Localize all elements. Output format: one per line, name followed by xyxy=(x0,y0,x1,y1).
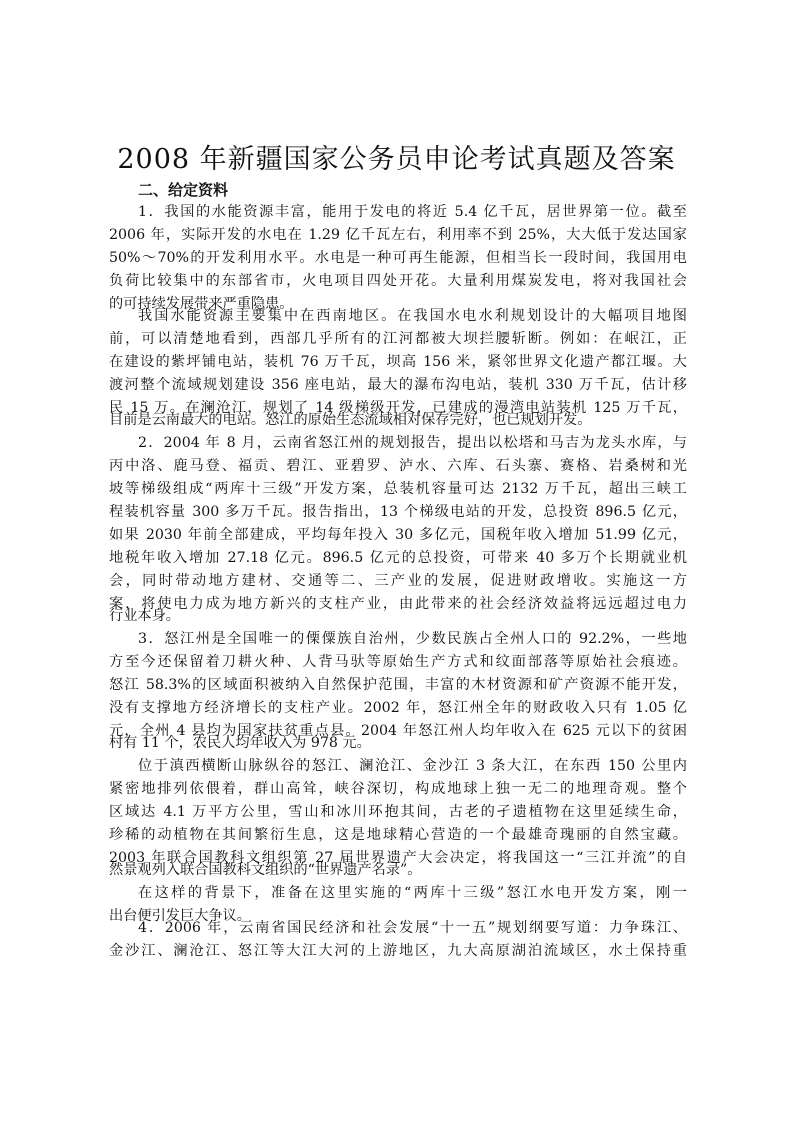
paragraph-line: 我国水能资源主要集中在西南地区。在我国水电水利规划设计的大幅项目地图 xyxy=(138,308,687,324)
paragraph-line: 地税年收入增加 27.18 亿元。896.5 亿元的总投资，可带来 40 多万个长期就业机 xyxy=(109,550,687,566)
paragraph-line: 在建设的紫坪铺电站，装机 76 万千瓦，坝高 156 米，紧邻世界文化遗产都江堰。大 xyxy=(109,354,687,370)
paragraph-line: 村有 11 个，农民人均年收入为 978 元。 xyxy=(109,735,371,751)
paragraph-line: 3．怒江州是全国唯一的傈僳族自治州，少数民族占全州人口的 92.2%，一些地 xyxy=(138,631,687,647)
paragraph-line: 怒江 58.3%的区域面积被纳入自然保护范围，丰富的木材资源和矿产资源不能开发， xyxy=(109,677,687,693)
paragraph-line: 紧密地排列依偎着，群山高耸，峡谷深切，构成地球上独一无二的地理奇观。整个 xyxy=(109,781,687,797)
paragraph-line: 出台便引发巨大争议。 xyxy=(109,908,251,924)
paragraph-line: 会，同时带动地方建材、交通等二、三产业的发展，促进财政增收。实施这一方 xyxy=(109,573,687,589)
paragraph-line: 的可持续发展带来严重隐患。 xyxy=(109,296,294,312)
paragraph-line: 1．我国的水能资源丰富，能用于发电的将近 5.4 亿千瓦，居世界第一位。截至 xyxy=(138,204,687,220)
paragraph-line: 50%～70%的开发利用水平。水电是一种可再生能源，但相当长一段时间，我国用电 xyxy=(109,250,687,266)
paragraph-line: 没有支撑地方经济增长的支柱产业。2002 年，怒江州全年的财政收入只有 1.05 亿 xyxy=(109,700,687,716)
paragraph-line: 前，可以清楚地看到，西部几乎所有的江河都被大坝拦腰斩断。例如：在岷江，正 xyxy=(109,331,687,347)
paragraph-line: 程装机容量 300 多万千瓦。报告指出，13 个梯级电站的开发，总投资 896.5 亿元， xyxy=(109,504,687,520)
paragraph-line: 民 15 万。在澜沧江，规划了 14 级梯级开发，已建成的漫湾电站装机 125 万千瓦， xyxy=(109,400,687,416)
paragraph-line: 区域达 4.1 万平方公里，雪山和冰川环抱其间，古老的孑遗植物在这里延续生命， xyxy=(109,804,687,820)
paragraph-line: 然景观列入联合国教科文组织的“世界遗产名录”。 xyxy=(109,862,422,878)
paragraph-line: 在这样的背景下，准备在这里实施的“两库十三级”怒江水电开发方案，刚一 xyxy=(138,885,687,901)
paragraph-line: 2006 年，实际开发的水电在 1.29 亿千瓦左右，利用率不到 25%，大大低于发达国家 xyxy=(109,227,687,243)
paragraph-line: 金沙江、澜沧江、怒江等大江大河的上游地区，九大高原湖泊流域区，水土保持重 xyxy=(109,943,687,959)
paragraph-line: 2003 年联合国教科文组织第 27 届世界遗产大会决定，将我国这一“三江并流”的自 xyxy=(109,850,687,866)
paragraph-line: 珍稀的动植物在其间繁衍生息，这是地球精心营造的一个最雄奇瑰丽的自然宝藏。 xyxy=(109,827,687,843)
paragraph-line: 方至今还保留着刀耕火种、人背马驮等原始生产方式和纹面部落等原始社会痕迹。 xyxy=(109,654,687,670)
paragraph-line: 目前是云南最大的电站。怒江的原始生态流域相对保存完好，也已规划开发。 xyxy=(109,412,592,428)
paragraph-line: 如果 2030 年前全部建成，平均每年投入 30 多亿元，国税年收入增加 51.99 亿元， xyxy=(109,527,687,543)
paragraph-line: 元，全州 4 县均为国家扶贫重点县。2004 年怒江州人均年收入在 625 元以下的贫困 xyxy=(109,723,687,739)
section-heading: 二、给定资料 xyxy=(138,181,229,199)
paragraph-line: 位于滇西横断山脉纵谷的怒江、澜沧江、金沙江 3 条大江，在东西 150 公里内 xyxy=(138,758,687,774)
paragraph-line: 坡等梯级组成“两库十三级”开发方案，总装机容量可达 2132 万千瓦，超出三峡工 xyxy=(109,481,687,497)
paragraph-line: 负荷比较集中的东部省市，火电项目四处开花。大量利用煤炭发电，将对我国社会 xyxy=(109,273,687,289)
paragraph-line: 丙中洛、鹿马登、福贡、碧江、亚碧罗、泸水、六库、石头寨、赛格、岩桑树和光 xyxy=(109,458,687,474)
document-title: 2008 年新疆国家公务员申论考试真题及答案 xyxy=(117,144,676,175)
paragraph-line: 案，将使电力成为地方新兴的支柱产业，由此带来的社会经济效益将远远超过电力 xyxy=(109,596,687,612)
paragraph-line: 渡河整个流域规划建设 356 座电站，最大的瀑布沟电站，装机 330 万千瓦，估计移 xyxy=(109,377,687,393)
paragraph-line: 行业本身。 xyxy=(109,608,180,624)
paragraph-line: 2．2004 年 8 月，云南省怒江州的规划报告，提出以松塔和马吉为龙头水库，与 xyxy=(138,435,687,451)
paragraph-line: 4．2006 年，云南省国民经济和社会发展“十一五”规划纲要写道：力争珠江、 xyxy=(138,920,687,936)
